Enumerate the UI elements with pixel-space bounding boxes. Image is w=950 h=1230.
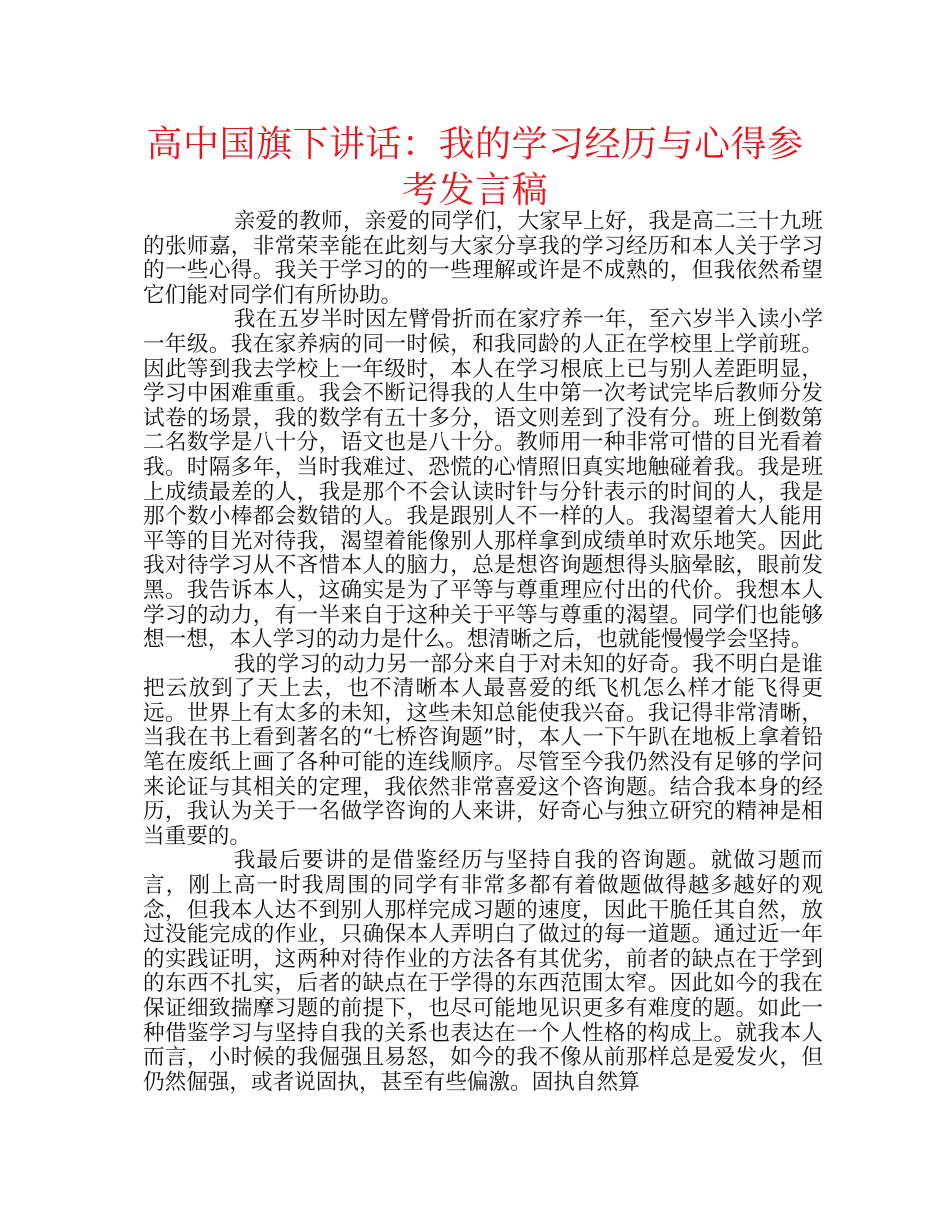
- paragraph-greeting: 亲爱的教师，亲爱的同学们，大家早上好，我是高二三十九班的张师嘉，非常荣幸能在此刻与大家分享我的学习经历和本人关于学习的一些心得。我关于学习的的一些理解或许是不成熟的，但我依然希望它们能对同学们有所协助。: [143, 209, 823, 308]
- paragraph-childhood: 我在五岁半时因左臂骨折而在家疗养一年，至六岁半入读小学一年级。我在家养病的同一时候，和我同龄的人正在学校里上学前班。因此等到我去学校上一年级时，本人在学习根底上已与别人差距明显，学习中困难重重。我会不断记得我的人生中第一次考试完毕后教师分发试卷的场景，我的数学有五十多分，语文则差到了没有分。班上倒数第二名数学是八十分，语文也是八十分。教师用一种非常可惜的目光看着我。时隔多年，当时我难过、恐慌的心情照旧真实地触碰着我。我是班上成绩最差的人，我是那个不会认读时针与分针表示的时间的人，我是那个数小棒都会数错的人。我是跟别人不一样的人。我渴望着大人能用平等的目光对待我，渴望着能像别人那样拿到成绩单时欢乐地笑。因此我对待学习从不吝惜本人的脑力，总是想咨询题想得头脑晕眩，眼前发黑。我告诉本人，这确实是为了平等与尊重理应付出的代价。我想本人学习的动力，有一半来自于这种关于平等与尊重的渴望。同学们也能够想一想，本人学习的动力是什么。想清晰之后，也就能慢慢学会坚持。: [143, 307, 823, 653]
- paragraph-self: 我最后要讲的是借鉴经历与坚持自我的咨询题。就做习题而言，刚上高一时我周围的同学有非常多都有着做题做得越多越好的观念，但我本人达不到别人那样完成习题的速度，因此干脆任其自然，放过没能完成的作业，只确保本人弄明白了做过的每一道题。通过近一年的实践证明，这两种对待作业的方法各有其优劣，前者的缺点在于学到的东西不扎实，后者的缺点在于学得的东西范围太窄。因此如今的我在保证细致揣摩习题的前提下，也尽可能地见识更多有难度的题。如此一种借鉴学习与坚持自我的关系也表达在一个人性格的构成上。就我本人而言，小时候的我倔强且易怒，如今的我不像从前那样总是爱发火，但仍然倔强，或者说固执，甚至有些偏激。固执自然算: [143, 848, 823, 1095]
- document-body: [143, 210, 823, 1095]
- paragraph-curiosity: 我的学习的动力另一部分来自于对未知的好奇。我不明白是谁把云放到了天上去，也不清晰本人最喜爱的纸飞机怎么样才能飞得更远。世界上有太多的未知，这些未知总能使我兴奋。我记得非常清晰，当我在书上看到著名的“七桥咨询题”时，本人一下午趴在地板上拿着铅笔在废纸上画了各种可能的连线顺序。尽管至今我仍然没有足够的学问来论证与其相关的定理，我依然非常喜爱这个咨询题。结合我本身的经历，我认为关于一名做学咨询的人来讲，好奇心与独立研究的精神是相当重要的。: [143, 651, 823, 849]
- document-title: 高中国旗下讲话：我的学习经历与心得参考发言稿: [146, 124, 804, 211]
